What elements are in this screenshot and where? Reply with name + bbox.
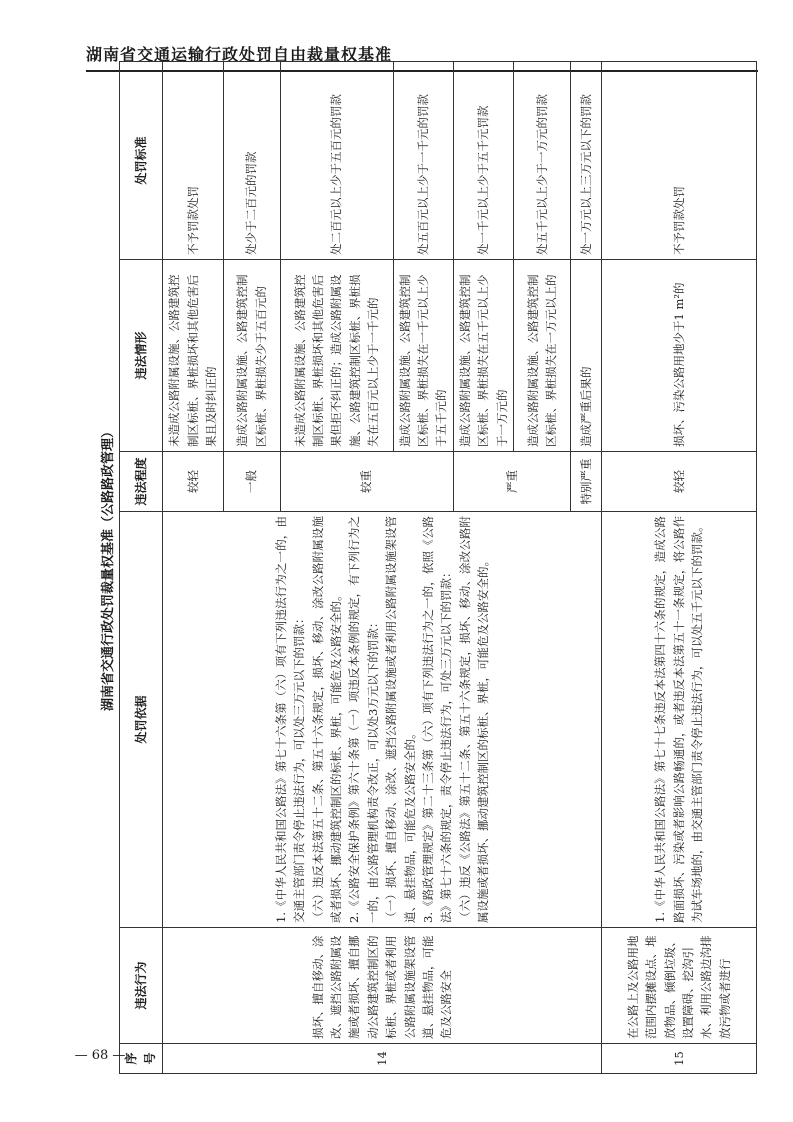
case-cell: 造成公路附属设施、公路建筑控制区标桩、界桩损失少于五百元的 — [223, 260, 280, 452]
table-header-row — [120, 62, 163, 1074]
case-cell: 未造成公路附属设施、公路建筑控制区标桩、界桩损坏和其他危害后果但拒不纠正的；造成公路附属设施、公路建筑控制区标桩、界桩损失在五百元以上少于一千元的 — [280, 260, 393, 452]
penalty-cell: 处少于二百元的罚款 — [223, 62, 280, 260]
basis-line: 2.《公路安全保护条例》第六十条第（一）项违反本条例的规定，有下列行为之一的，由公路管理机构责令改正，可以处3万元以下的罚款： — [347, 516, 380, 923]
case-cell: 造成公路附属设施、公路建筑控制区标桩、界桩损失在五千元以上少于一万元的 — [453, 260, 513, 452]
degree-cell: 较轻 — [601, 452, 756, 512]
degree-cell: 严重 — [453, 452, 570, 512]
col-header-penalty: 处罚标准 — [120, 62, 163, 260]
row-14-basis — [163, 512, 602, 928]
basis-line: 1.《中华人民共和国公路法》第七十六条第（六）项有下列违法行为之一的，由交通主管部门责令停止违法行为，可以处三万元以下的罚款： — [273, 516, 307, 923]
col-header-case: 违法情形 — [120, 260, 163, 452]
page-number: — 68 — — [74, 1048, 126, 1063]
case-cell: 造成公路附属设施、公路建筑控制区标桩、界桩损失在一万元以上的 — [513, 260, 570, 452]
running-header: 湖南省交通运输行政处罚自由裁量权基准 — [86, 45, 393, 64]
basis-line: （六）违反本法第五十二条、第五十六条规定，损坏、移动、涂改公路附属设施或者损坏、挪动建筑控制区的标桩、界桩，可能危及公路安全的。 — [310, 516, 343, 923]
penalty-cell: 处一万元以上三万元以下的罚款 — [570, 62, 601, 260]
table-title: 湖南省交通行政处罚裁量权基准（公路路政管理） — [101, 425, 116, 712]
degree-cell: 特别严重 — [570, 452, 601, 512]
col-header-degree: 违法程度 — [120, 452, 163, 512]
degree-cell: 较重 — [280, 452, 453, 512]
penalty-cell: 处五百元以上少于一千元的罚款 — [393, 62, 453, 260]
basis-line: （一）损坏、擅自移动、涂改、遮挡公路附属设施或者利用公路附属设施架设管道、悬挂物品，可能危及公路安全的。 — [384, 516, 417, 923]
penalty-cell: 处一千元以上少于五千元罚款 — [453, 62, 513, 260]
col-header-act: 违法行为 — [120, 928, 163, 1044]
penalty-cell: 不予罚款处罚 — [601, 62, 756, 260]
case-cell: 造成公路附属设施、公路建筑控制区标桩、界桩损失在一千元以上少于五千元的 — [393, 260, 453, 452]
case-cell: 造成严重后果的 — [570, 260, 601, 452]
row-15-basis: 1.《中华人民共和国公路法》第七十七条违反本法第四十六条的规定，造成公路路面损坏、污染或者影响公路畅通的，或者违反本法第五十一条规定，将公路作为试车场地的，由交通主管部门责令停止违法行为，可以处五千元以下的罚款。 — [601, 512, 756, 928]
col-header-no: 序号 — [120, 1044, 163, 1074]
degree-cell: 一般 — [223, 452, 280, 512]
penalty-cell: 处五千元以上少于一万元的罚款 — [513, 62, 570, 260]
penalty-cell: 不予罚款处罚 — [163, 62, 223, 260]
case-cell: 损坏、污染公路用地少于1 m²的 — [601, 260, 756, 452]
col-header-basis: 处罚依据 — [120, 512, 163, 928]
table-row — [163, 62, 223, 1074]
row-15-act: 在公路上及公路用地范围内摆摊设点、堆放物品、倾倒垃圾、设置障碍、挖沟引水、利用公路边沟排放污物或者进行 — [601, 928, 756, 1044]
basis-line: （六）违反《公路法》第五十二条、第五十六条规定，损坏、移动、涂改公路附属设施或者损坏、挪动建筑控制区的标桩、界桩，可能危及公路安全的。 — [457, 516, 491, 923]
row-14-act: 损坏、擅自移动、涂改、遮挡公路附属设施或者损坏、擅自挪动公路建筑控制区的标桩、界桩或者利用公路附属设施架设管道、悬挂物品，可能危及公路安全 — [163, 928, 602, 1044]
basis-line: 3.《路政管理规定》第二十三条第（六）项有下列违法行为之一的，依照《公路法》第七十六条的规定，责令停止违法行为，可处三万元以下的罚款： — [420, 516, 454, 923]
penalty-cell: 处二百元以上少于五百元的罚款 — [280, 62, 393, 260]
row-14-no: 14 — [163, 1044, 602, 1074]
penalty-table — [119, 61, 757, 1074]
degree-cell: 较轻 — [163, 452, 223, 512]
row-15-no: 15 — [601, 1044, 756, 1074]
case-cell: 未造成公路附属设施、公路建筑控制区标桩、界桩损坏和其他危害后果且及时纠正的 — [163, 260, 223, 452]
table-row — [601, 62, 756, 1074]
rotated-table-area — [99, 62, 753, 1074]
